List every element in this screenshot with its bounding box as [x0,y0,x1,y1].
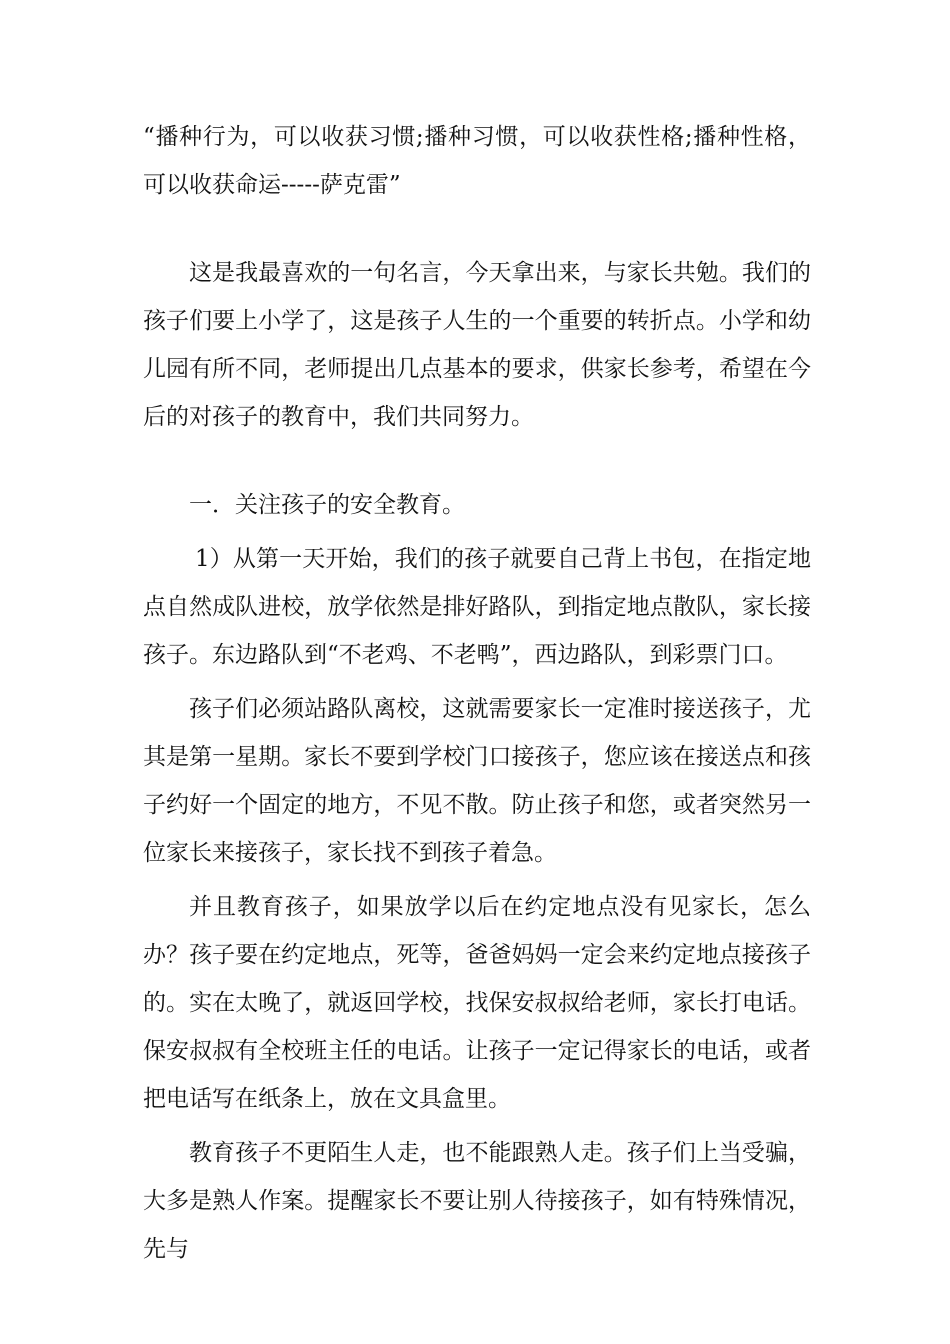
section-heading: 一．关注孩子的安全教育。 [189,492,465,518]
body-paragraph-3: 并且教育孩子，如果放学以后在约定地点没有见家长，怎么办？孩子要在约定地点，死等，爸爸妈妈一定会来约定地点接孩子的。实在太晚了，就返回学校，找保安叔叔给老师，家长打电话。保安叔叔有全校班主任的电话。让孩子一定记得家长的电话，或者把电话写在纸条上，放在文具盒里。 [143,894,811,1112]
body-paragraph-1: 1）从第一天开始，我们的孩子就要自己背上书包，在指定地点自然成队进校，放学依然是排好路队，到指定地点散队，家长接孩子。东边路队到“不老鸡、不老鸭”，西边路队，到彩票门口。 [143,546,811,668]
opening-quote: “播种行为，可以收获习惯;播种习惯，可以收获性格;播种性格，可以收获命运-----萨克雷” [143,124,811,198]
body-paragraph-4: 教育孩子不更陌生人走，也不能跟熟人走。孩子们上当受骗，大多是熟人作案。提醒家长不要让别人待接孩子，如有特殊情况，先与 [143,1140,811,1262]
intro-paragraph: 这是我最喜欢的一句名言，今天拿出来，与家长共勉。我们的孩子们要上小学了，这是孩子人生的一个重要的转折点。小学和幼儿园有所不同，老师提出几点基本的要求，供家长参考，希望在今后的对孩子的教育中，我们共同努力。 [143,260,811,430]
document-body [143,113,811,1273]
body-paragraph-2: 孩子们必须站路队离校，这就需要家长一定准时接送孩子，尤其是第一星期。家长不要到学校门口接孩子，您应该在接送点和孩子约好一个固定的地方，不见不散。防止孩子和您，或者突然另一位家长来接孩子，家长找不到孩子着急。 [143,696,811,866]
